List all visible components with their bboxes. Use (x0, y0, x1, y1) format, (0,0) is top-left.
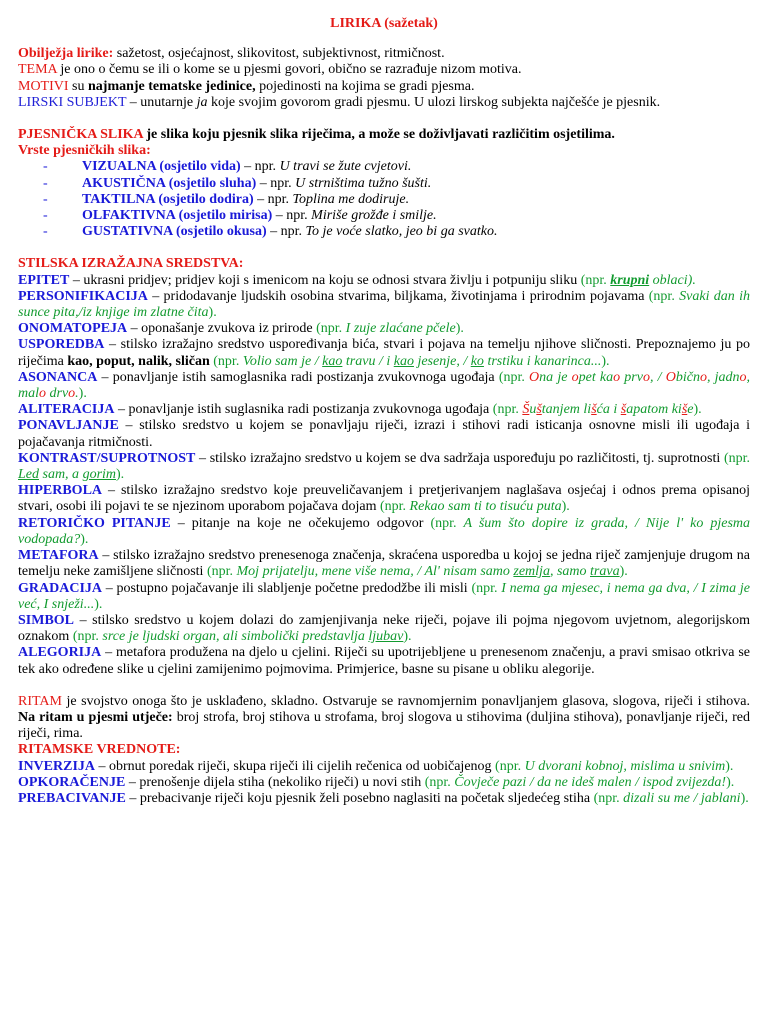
highlighted-letter: O (529, 369, 540, 385)
asonanca-text: – ponavljanje istih samoglasnika radi postizanja zvukovnoga ugođaja (97, 369, 499, 385)
lirski-ja: ja (196, 94, 208, 110)
opkoracenje-term: OPKORAČENJE (18, 774, 126, 790)
slika-name: AKUSTIČNA (osjetilo sluha) (82, 175, 257, 191)
slika-example: U strništima tužno šušti. (295, 175, 432, 191)
underlined-word: ljubav (368, 629, 404, 645)
obiljezja-text: sažetost, osjećajnost, slikovitost, subjektivnost, ritmičnost. (113, 46, 445, 62)
prebacivanje-example (594, 791, 749, 806)
example-end: ). (726, 774, 735, 790)
lirski-label: LIRSKI SUBJEKT (18, 94, 127, 110)
motivi-text-end: pojedinosti na kojima se gradi pjesma. (255, 78, 475, 94)
example-end: ). (80, 531, 89, 547)
npr-text: (npr. (209, 353, 243, 369)
highlighted-letter: o (739, 369, 747, 385)
slika-example: Toplina me dodiruje. (292, 191, 410, 207)
retoricko-text: – pitanje na koje ne očekujemo odgovor (170, 515, 431, 531)
example-part: travu / i (342, 353, 394, 369)
underlined-word: trava (590, 564, 620, 580)
npr-text: – npr. (256, 175, 296, 191)
onomatopeja-term: ONOMATOPEJA (18, 321, 128, 337)
example-text: srce je ljudski organ, ali simbolički predstavlja (102, 629, 369, 645)
example-end: ). (619, 564, 628, 580)
motivi-paragraph (18, 79, 750, 95)
example-end: ). (78, 386, 87, 402)
highlighted-letter: o (642, 369, 650, 385)
onomatopeja-paragraph (18, 321, 750, 337)
gradacija-term: GRADACIJA (18, 580, 102, 596)
vrste-heading: Vrste pjesničkih slika: (18, 143, 151, 159)
motivi-text: su (68, 78, 88, 94)
highlighted-letter: š (591, 402, 597, 418)
example-end: ). (403, 629, 412, 645)
underlined-word: ko (470, 353, 484, 369)
dash-bullet: - (43, 224, 48, 240)
ritam-text-end: broj strofa, broj stihova u strofama, broj slogova u stihovima (duljina stihova), ponavljanje riječi, red riječi, rima. (18, 709, 750, 742)
example-part: Volio sam je / (242, 353, 323, 369)
list-item (43, 224, 750, 240)
example-end: ). (725, 758, 734, 774)
retoricko-term: RETORIČKO PITANJE (18, 515, 171, 531)
highlighted-letter: o (68, 386, 76, 402)
highlighted-letter: o (699, 369, 707, 385)
hiperbola-paragraph (18, 483, 750, 515)
example-part: , samo (549, 564, 591, 580)
underlined-word: Led (18, 467, 39, 483)
epitet-term: EPITET (18, 272, 70, 288)
example-text: Svaki dan ih sunce pita,/iz knjige im zlatne čita (18, 288, 750, 321)
metafora-example (207, 564, 628, 579)
example-rest: oblaci). (649, 272, 696, 288)
highlighted-letter: š (536, 402, 542, 418)
metafora-paragraph (18, 548, 750, 580)
ponavljanje-term: PONAVLJANJE (18, 418, 119, 434)
usporedba-paragraph (18, 337, 750, 369)
example-part: sam, a (39, 467, 83, 483)
simbol-paragraph (18, 613, 750, 645)
npr-text: – npr. (240, 159, 280, 175)
inverzija-text: – obrnut poredak riječi, skupa riječi ili cijelih rečenica od uobičajenog (95, 758, 496, 774)
obiljezja-label: Obilježja lirike: (18, 46, 114, 62)
asonanca-line: Ona je opet kao prvo, / Obično, jadno, malo drvo. (18, 369, 751, 402)
asonanca-term: ASONANCA (18, 369, 98, 385)
alegorija-paragraph (18, 645, 750, 677)
example-text: I zuje zlaćane pčele (345, 321, 456, 337)
usporedba-term: USPOREDBA (18, 337, 105, 353)
metafora-text: – stilsko izražajno sredstvo prenesenoga značenja, skraćena usporedba u kojoj se jedna riječ zamjenjuje drugom na temelju neke zamišljene sličnosti (18, 548, 750, 580)
highlighted-letter: O (665, 369, 676, 385)
example-end: ). (693, 402, 702, 418)
simbol-example (73, 629, 412, 644)
ritamske-heading: RITAMSKE VREDNOTE: (18, 742, 181, 758)
example-end: ). (116, 467, 125, 483)
prebacivanje-term: PREBACIVANJE (18, 790, 126, 806)
alegorija-text: – metafora produžena na djelo u cjelini. Riječi su upotrijebljene u prenesenom značenju, a pravi smisao otkriva se tek ako određene slike u cjelini zamijenimo pojmovima. Primjerice, basne su pisane u obliku alegorije. (18, 645, 750, 677)
slika-example: To je voće slatko, jeo bi ga svatko. (305, 224, 498, 240)
motivi-label: MOTIVI (18, 78, 69, 94)
inverzija-example (495, 759, 733, 774)
npr-text: (npr. (316, 321, 346, 337)
dash-bullet: - (43, 208, 48, 224)
tema-text: je ono o čemu se ili o kome se u pjesmi govori, obično se razrađuje nizom motiva. (56, 62, 522, 78)
slika-label: PJESNIČKA SLIKA (18, 127, 143, 143)
personifikacija-paragraph (18, 289, 750, 321)
ritam-paragraph (18, 694, 750, 743)
personifikacija-text: – pridodavanje ljudskih osobina stvarima, biljkama, životinjama i prirodnim pojavama (147, 288, 649, 304)
example-end: ). (561, 499, 570, 515)
prebacivanje-paragraph (18, 791, 750, 807)
highlighted-letter: š (681, 402, 688, 418)
example-part: trstiku i kanarinca... (483, 353, 602, 369)
lirski-text: – unutarnje (126, 94, 197, 110)
slika-name: OLFAKTIVNA (osjetilo mirisa) (82, 208, 273, 224)
list-item (43, 159, 750, 175)
example-end: ). (208, 305, 217, 321)
npr-text: (npr. (492, 402, 523, 418)
example-text: Rekao sam ti to tisuću puta (409, 499, 562, 515)
dash-bullet: - (43, 191, 48, 207)
example-end: ). (601, 353, 610, 369)
page-title: LIRIKA (sažetak) (330, 16, 438, 31)
lirski-paragraph (18, 95, 750, 111)
example-part: jesenje, / (413, 353, 471, 369)
highlighted-letter: Š (522, 402, 530, 418)
npr-text: (npr. (593, 790, 624, 806)
opkoracenje-example (425, 775, 735, 790)
underlined-word: krupni (610, 272, 650, 288)
npr-text: (npr. (580, 272, 611, 288)
npr-text: (npr. (723, 450, 750, 466)
ritam-label: RITAM (18, 693, 62, 709)
obiljezja-paragraph (18, 46, 750, 62)
ritam-bold: Na ritam u pjesmi utječe: (18, 709, 173, 725)
tema-paragraph (18, 62, 750, 78)
simbol-term: SIMBOL (18, 612, 75, 628)
inverzija-paragraph (18, 759, 750, 775)
aliteracija-example (493, 402, 702, 417)
npr-text: – npr. (266, 224, 306, 240)
ponavljanje-text: – stilsko sredstvo u kojem se ponavljaju riječi, izrazi i stihovi radi isticanja osnovne misli ili ugođaja i pojačavanja ritmičnosti. (18, 418, 750, 450)
list-item (43, 192, 750, 208)
example-text: I nema ga mjesec, i nema ga dva, / I zima je već, I snježi... (18, 580, 750, 612)
example-text: dizali su me / jablani (623, 790, 741, 806)
npr-text: (npr. (424, 774, 455, 790)
example-text: Moj prijatelju, mene više nema, / Al' nisam samo (236, 564, 514, 580)
underlined-word: zemlja (513, 564, 550, 580)
underlined-word: kao (393, 353, 414, 369)
example-end: ). (740, 790, 749, 806)
example-text: U dvorani kobnoj, mislima u snivim (524, 758, 726, 774)
slika-name: VIZUALNA (osjetilo vida) (82, 159, 241, 175)
aliteracija-text: – ponavljanje istih suglasnika radi postizanja zvukovnoga ugođaja (114, 402, 493, 418)
usporedba-example (210, 354, 610, 369)
aliteracija-paragraph (18, 402, 750, 418)
kontrast-term: KONTRAST/SUPROTNOST (18, 450, 196, 466)
slika-example: U travi se žute cvjetovi. (279, 159, 412, 175)
hiperbola-term: HIPERBOLA (18, 483, 103, 499)
dash-bullet: - (43, 159, 48, 175)
gradacija-text: – postupno pojačavanje ili slabljenje početne predodžbe ili misli (102, 580, 472, 596)
epitet-example (581, 273, 696, 288)
npr-text: (npr. (471, 580, 502, 596)
stilska-heading: STILSKA IZRAŽAJNA SREDSTVA: (18, 256, 244, 272)
example-end: ). (455, 321, 464, 337)
personifikacija-term: PERSONIFIKACIJA (18, 288, 148, 304)
list-item (43, 176, 750, 192)
dash-bullet: - (43, 175, 48, 191)
kontrast-paragraph (18, 451, 750, 483)
lirski-text-end: koje svojim govorom gradi pjesmu. U ulozi lirskog subjekta najčešće je pjesnik. (207, 94, 661, 110)
motivi-bold: najmanje tematske jedinice, (88, 78, 256, 94)
highlighted-letter: š (620, 402, 627, 418)
alegorija-term: ALEGORIJA (18, 645, 102, 661)
usporedba-text: – stilsko izražajno sredstvo uspoređivanja bića, stvari i pojava na temelju njihove sličnosti. Prepoznajemo ju po riječima (18, 337, 750, 369)
slika-list (18, 159, 750, 240)
highlighted-letter: o (613, 369, 621, 385)
npr-text: – npr. (272, 208, 312, 224)
prebacivanje-text: – prebacivanje riječi koju pjesnik želi posebno naglasiti na početak sljedećeg stiha (125, 790, 594, 806)
highlighted-letter: o (39, 386, 46, 402)
underlined-word: gorim (82, 467, 117, 483)
ritam-text: je svojstvo onoga što je usklađeno, skladno. Ostvaruje se ravnomjernim ponavljanjem glasova, slogova, riječi i stihova. (62, 693, 750, 709)
npr-text: (npr. (206, 564, 237, 580)
epitet-paragraph (18, 273, 750, 289)
slika-paragraph (18, 127, 750, 143)
npr-text: (npr. (72, 629, 103, 645)
slika-text: je slika koju pjesnik slika riječima, a može se doživljavati različitim osjetilima. (142, 127, 615, 143)
example-text: A šum što dopire iz grada, / Nije l' ko pjesma vodopada? (18, 515, 751, 547)
retoricko-paragraph (18, 516, 750, 548)
gradacija-paragraph (18, 581, 750, 613)
opkoracenje-paragraph (18, 775, 750, 791)
example-end: ). (94, 596, 103, 612)
onomatopeja-text: – oponašanje zvukova iz prirode (127, 321, 317, 337)
ponavljanje-paragraph (18, 418, 750, 450)
simbol-text: – stilsko sredstvo u kojem dolazi do zamjenjivanja neke riječi, pojave ili pojma njegovom uvjetnom, alegorijskom oznakom (18, 612, 750, 645)
opkoracenje-text: – prenošenje dijela stiha (nekoliko riječi) u novi stih (125, 774, 425, 790)
epitet-text: – ukrasni pridjev; pridjev koji s imenicom na koju se odnosi stvara življu i potpuniju sliku (69, 272, 581, 288)
slika-name: GUSTATIVNA (osjetilo okusa) (82, 224, 267, 240)
asonanca-paragraph (18, 370, 750, 402)
npr-text: (npr. (498, 369, 530, 385)
hiperbola-example (380, 499, 570, 514)
npr-text: (npr. (430, 515, 464, 531)
usporedba-bold: kao, poput, nalik, sličan (67, 353, 210, 369)
slika-example: Miriše grožđe i smilje. (311, 208, 437, 224)
npr-text: – npr. (253, 191, 293, 207)
npr-text: (npr. (379, 499, 410, 515)
inverzija-term: INVERZIJA (18, 758, 96, 774)
aliteracija-term: ALITERACIJA (18, 402, 115, 418)
highlighted-letter: o (571, 369, 579, 385)
underlined-word: kao (322, 353, 343, 369)
aliteracija-line: Šuštanjem lišća i šapatom kiše (522, 402, 694, 418)
onomatopeja-example (316, 321, 464, 336)
example-text: Čovječe pazi / da ne ideš malen / ispod zvijezda! (454, 774, 727, 790)
list-item (43, 208, 750, 224)
npr-text: (npr. (495, 758, 525, 774)
npr-text: (npr. (648, 288, 680, 304)
slika-name: TAKTILNA (osjetilo dodira) (82, 191, 254, 207)
tema-label: TEMA (18, 62, 57, 78)
metafora-term: METAFORA (18, 548, 99, 564)
kontrast-text: – stilsko izražajno sredstvo u kojem se dva sadržaja uspoređuju po različitosti, tj. suprotnosti (195, 450, 724, 466)
hiperbola-text: – stilsko izražajno sredstvo koje preuveličavanjem i pretjerivanjem naglašava osjećaj i odnos prema opisanoj stvari, osobi ili pojavi te se njezinom uporabom pojačava dojam (18, 483, 750, 515)
